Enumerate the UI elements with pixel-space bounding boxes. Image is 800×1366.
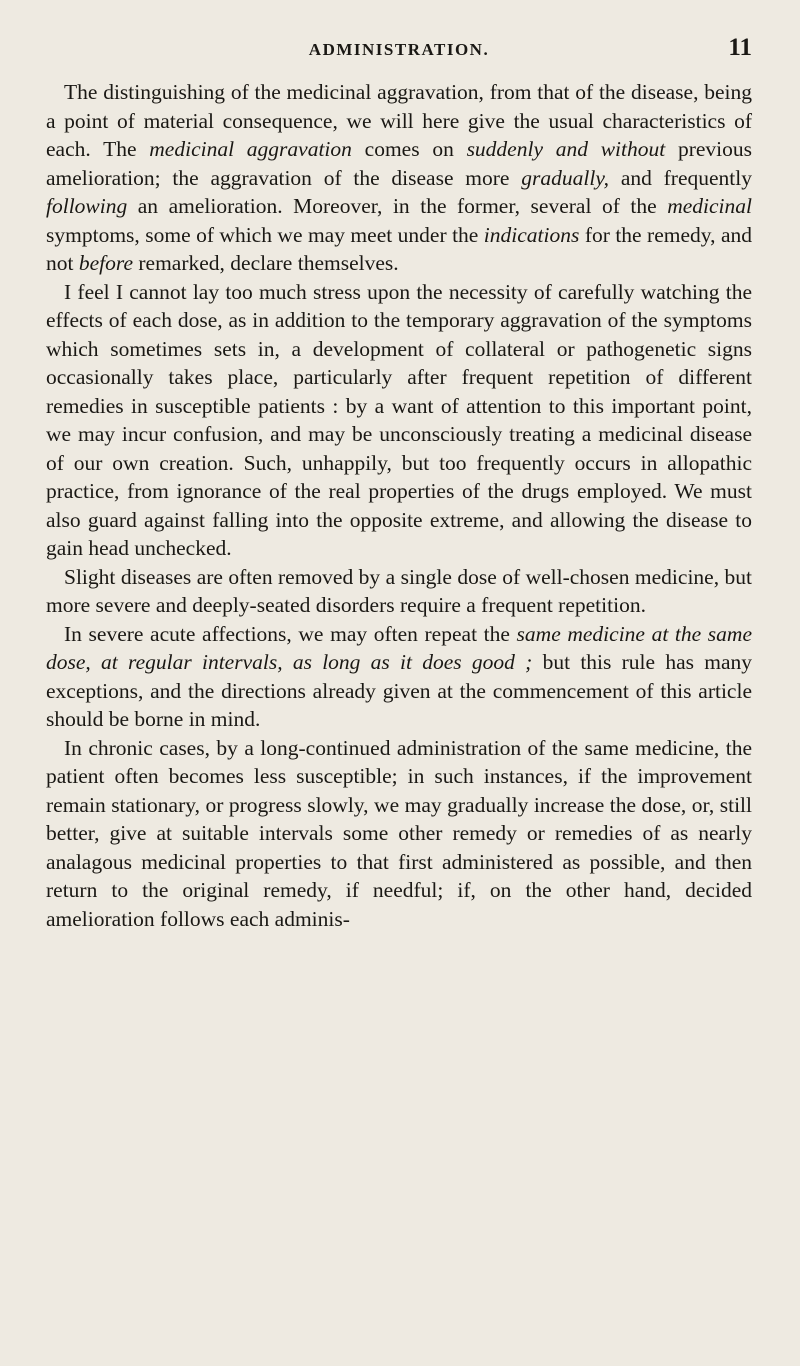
text-run: and frequently: [609, 165, 752, 190]
text-run: symptoms, some of which we may meet under the: [46, 222, 484, 247]
paragraph: [46, 278, 752, 563]
italic-text: same medicine at the same dose, at regular intervals, as long as it does good ;: [46, 621, 752, 674]
text-run: previous amelioration; the aggravation of the disease more: [46, 137, 753, 190]
italic-text: following: [46, 194, 128, 218]
text-run: comes on: [351, 137, 467, 161]
running-head: ADMINISTRATION.: [308, 40, 490, 59]
italic-text: suddenly and without: [466, 137, 666, 161]
italic-text: gradually,: [521, 165, 610, 190]
page-header: [46, 34, 752, 76]
text-run: In chronic cases, by a long-continued administration of the same medicine, the patient often becomes less susceptible; in such instances, if the improvement remain stationary, or progress slowly, we may gradually increase the dose, or, still better, give at suitable intervals some other remedy or remedies of as nearly analagous medicinal properties to that first administered as possible, and then return to the original remedy, if needful; if, on the other hand, decided amelioration follows each adminis-: [46, 735, 752, 931]
text-run: remarked, declare themselves.: [133, 251, 399, 275]
page-number: 11: [728, 34, 752, 61]
paragraph: [46, 78, 752, 278]
italic-text: indications: [483, 222, 580, 247]
text-run: Slight diseases are often removed by a single dose of well-chosen medicine, but more severe and deeply-seated disorders require a frequent repetition.: [46, 564, 752, 617]
italic-text: medicinal: [667, 194, 752, 218]
italic-text: before: [78, 251, 133, 275]
text-run: an amelioration. Moreover, in the former, several of the: [127, 194, 668, 218]
text-run: but this rule has many exceptions, and the directions already given at the commencement of this article should be borne in mind.: [46, 650, 752, 731]
book-page: [46, 34, 753, 933]
paragraph: [46, 620, 752, 734]
italic-text: medicinal aggravation: [149, 137, 352, 161]
text-run: The distinguishing of the medicinal aggravation, from that of the disease, being a point of material consequence, we will here give the usual characteristics of each. The: [46, 80, 752, 161]
body-text: [46, 78, 752, 933]
text-run: I feel I cannot lay too much stress upon the necessity of carefully watching the effects of each dose, as in addition to the temporary aggravation of the symptoms which sometimes sets in, a development of collateral or pathogenetic signs occasionally takes place, particularly after frequent repetition of different remedies in susceptible patients : by a want of attention to this important point, we may incur confusion, and may be unconsciously treating a medicinal disease of our own creation. Such, unhappily, but too frequently occurs in allopathic practice, from ignorance of the real properties of the drugs employed. We must also guard against falling into the opposite extreme, and allowing the disease to gain head unchecked.: [46, 279, 752, 560]
text-run: In severe acute affections, we may often repeat the: [64, 621, 517, 646]
paragraph: [46, 734, 752, 934]
paragraph: [46, 563, 752, 620]
text-run: for the remedy, and not: [46, 222, 753, 275]
